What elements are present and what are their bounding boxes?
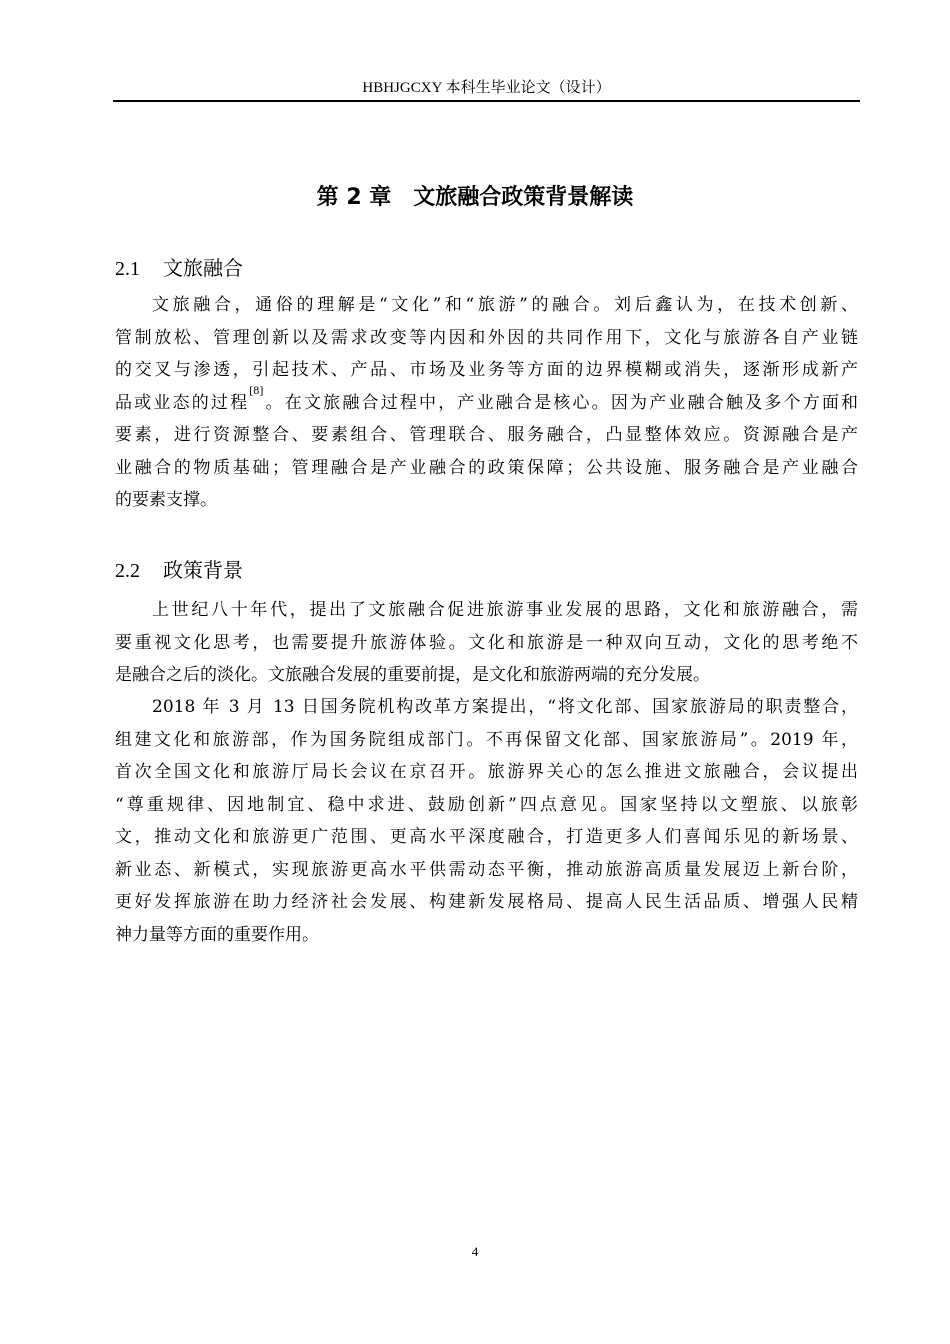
text-line: 文旅融合，通俗的理解是“文化”和“旅游”的融合。刘后鑫认为，在技术创新、 xyxy=(152,295,858,315)
text-line: 要素，进行资源整合、要素组合、管理联合、服务融合，凸显整体效应。资源融合是产 xyxy=(115,425,858,445)
text-line: 2018 年 3 月 13 日国务院机构改革方案提出，“将文化部、国家旅游局的职责整合， xyxy=(152,697,858,717)
section-number: 2.1 xyxy=(115,258,140,280)
text-line: 管制放松、管理创新以及需求改变等内因和外因的共同作用下，文化与旅游各自产业链 xyxy=(115,327,858,348)
page-number: 4 xyxy=(471,1244,479,1259)
section-number: 2.2 xyxy=(115,560,140,582)
chapter-title: 第 2 章 文旅融合政策背景解读 xyxy=(316,185,634,210)
text-fragment: 。在文旅融合过程中，产业融合是核心。因为产业融合触及多个方面和 xyxy=(263,392,859,413)
text-line: 新业态、新模式，实现旅游更高水平供需动态平衡，推动旅游高质量发展迈上新台阶， xyxy=(115,859,858,880)
section-title: 政策背景 xyxy=(163,558,243,582)
section-title: 文旅融合 xyxy=(163,256,243,280)
text-fragment: 品或业态的过程 xyxy=(115,392,250,413)
paragraph-3 xyxy=(115,691,858,951)
text-line: 的要素支撑。 xyxy=(115,490,217,510)
text-line: 组建文化和旅游部，作为国务院组成部门。不再保留文化部、国家旅游局”。2019 年， xyxy=(115,729,858,750)
text-line: “尊重规律、因地制宜、稳中求进、鼓励创新”四点意见。国家坚持以文塑旅、以旅彰 xyxy=(115,794,858,815)
citation[interactable]: [8] xyxy=(249,385,264,397)
text-line: 文，推动文化和旅游更广范围、更高水平深度融合，打造更多人们喜闻乐见的新场景、 xyxy=(115,827,858,847)
paragraph-2 xyxy=(115,594,858,692)
text-line: 首次全国文化和旅游厅局长会议在京召开。旅游界关心的怎么推进文旅融合，会议提出 xyxy=(115,762,858,782)
running-header: HBHJGCXY 本科生毕业论文（设计） xyxy=(362,80,611,96)
text-line xyxy=(115,387,858,420)
text-line: 更好发挥旅游在助力经济社会发展、构建新发展格局、提高人民生活品质、增强人民精 xyxy=(115,892,858,912)
section-heading-2-2 xyxy=(115,554,243,583)
text-line: 神力量等方面的重要作用。 xyxy=(115,924,319,945)
paragraph-1 xyxy=(115,289,858,517)
header-rule xyxy=(113,100,860,102)
text-line: 要重视文化思考，也需要提升旅游体验。文化和旅游是一种双向互动，文化的思考绝不 xyxy=(115,632,858,653)
text-line: 上世纪八十年代，提出了文旅融合促进旅游事业发展的思路，文化和旅游融合，需 xyxy=(152,600,858,620)
text-line: 业融合的物质基础；管理融合是产业融合的政策保障；公共设施、服务融合是产业融合 xyxy=(115,457,858,478)
text-line: 的交叉与渗透，引起技术、产品、市场及业务等方面的边界模糊或消失，逐渐形成新产 xyxy=(115,360,858,380)
text-line: 是融合之后的淡化。文旅融合发展的重要前提，是文化和旅游两端的充分发展。 xyxy=(115,665,710,685)
section-heading-2-1 xyxy=(115,252,243,281)
